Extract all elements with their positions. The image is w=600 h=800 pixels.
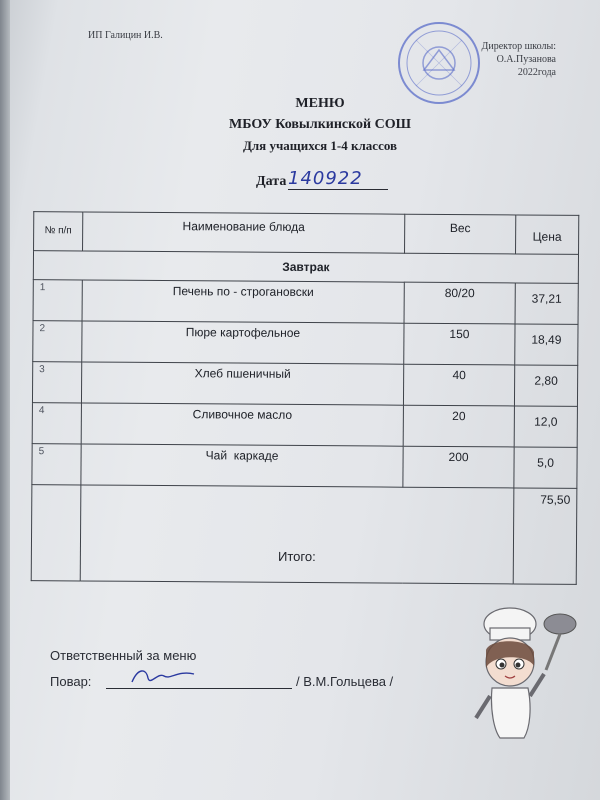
header-price: Цена <box>516 215 579 254</box>
row-price: 5,0 <box>514 447 577 488</box>
approval-block <box>438 40 556 79</box>
row-name: Чай каркаде <box>81 444 403 487</box>
row-price: 2,80 <box>514 365 577 406</box>
row-num: 1 <box>33 280 82 321</box>
table-row <box>32 403 577 448</box>
date-value: 140922 <box>288 168 388 190</box>
header-weight: Вес <box>405 214 516 254</box>
supplier-name: ИП Галицин И.В. <box>88 30 163 41</box>
approval-year: 2022года <box>517 67 556 78</box>
total-value: 75,50 <box>513 488 577 584</box>
total-empty-cell <box>31 485 81 581</box>
total-label: Итого: <box>80 485 514 584</box>
table-row <box>32 444 577 489</box>
approval-title: Директор школы: <box>481 41 556 52</box>
table-row <box>33 280 578 325</box>
row-weight: 20 <box>403 405 514 447</box>
school-name: МБОУ Ковылкинской СОШ <box>229 117 411 132</box>
row-num: 4 <box>32 403 81 444</box>
section-breakfast: Завтрак <box>33 251 578 284</box>
table-row <box>33 321 578 366</box>
approval-director: О.А.Пузанова <box>496 54 556 65</box>
row-weight: 40 <box>403 364 514 406</box>
target-group: Для учащихся 1-4 классов <box>242 138 398 153</box>
menu-title: МЕНЮ <box>295 96 345 111</box>
signature-icon <box>128 664 198 690</box>
responsible-label: Ответственный за меню <box>50 648 197 663</box>
row-price: 18,49 <box>515 324 578 365</box>
row-price: 37,21 <box>515 283 578 324</box>
chef-girl-illustration-icon <box>470 600 580 740</box>
cook-name: / В.М.Гольцева / <box>296 674 394 689</box>
page-edge-shadow <box>0 0 10 800</box>
table-row <box>32 362 577 407</box>
row-num: 2 <box>33 321 82 362</box>
row-name: Печень по - строгановски <box>82 280 404 323</box>
section-row <box>33 251 578 284</box>
total-row <box>31 485 577 585</box>
header-name: Наименование блюда <box>83 212 405 253</box>
row-weight: 200 <box>403 446 514 488</box>
table-header-row <box>34 212 579 255</box>
row-price: 12,0 <box>514 406 577 447</box>
row-weight: 80/20 <box>404 282 515 324</box>
header-num: № п/п <box>34 212 83 251</box>
cook-label: Повар: <box>50 674 92 689</box>
row-num: 3 <box>32 362 81 403</box>
row-num: 5 <box>32 444 81 485</box>
menu-table <box>31 211 580 585</box>
row-name: Хлеб пшеничный <box>81 362 403 405</box>
row-name: Сливочное масло <box>81 403 403 446</box>
row-name: Пюре картофельное <box>82 321 404 364</box>
row-weight: 150 <box>404 323 515 365</box>
date-label: Дата <box>256 174 287 189</box>
